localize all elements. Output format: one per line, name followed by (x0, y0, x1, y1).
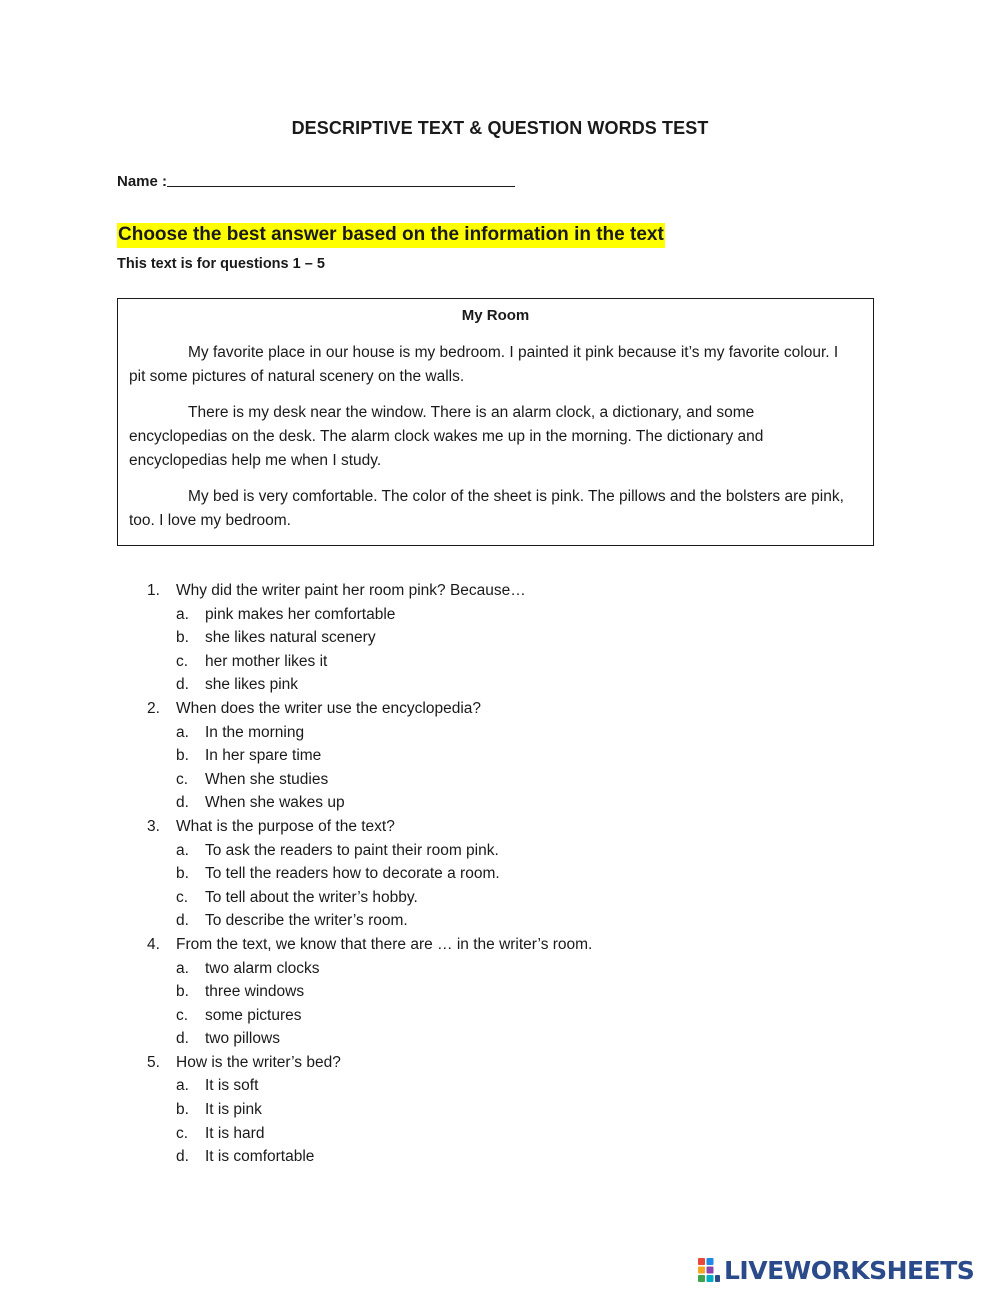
answer-option[interactable] (147, 957, 847, 981)
question-row (147, 697, 847, 721)
answer-option[interactable] (147, 1122, 847, 1146)
liveworksheets-logo-icon (697, 1257, 721, 1283)
question-2 (147, 697, 847, 815)
answer-option[interactable] (147, 603, 847, 627)
option-letter: a. (176, 723, 189, 741)
answer-option[interactable] (147, 1098, 847, 1122)
option-letter: c. (176, 652, 189, 670)
question-number: 5. (147, 1053, 160, 1071)
option-letter: a. (176, 959, 189, 977)
option-text: To describe the writer’s room. (205, 912, 408, 930)
option-text: To tell the readers how to decorate a room. (205, 865, 500, 883)
option-text: some pictures (205, 1006, 302, 1024)
option-text: When she wakes up (205, 794, 345, 812)
option-text: two pillows (205, 1030, 280, 1048)
option-letter: d. (176, 1030, 189, 1048)
answer-option[interactable] (147, 1004, 847, 1028)
answer-option[interactable] (147, 886, 847, 910)
reading-paragraph: My favorite place in our house is my bedroom. I painted it pink because it’s my favorite colour. I pit some pictures of natural scenery on the walls. (129, 344, 839, 385)
option-letter: b. (176, 629, 189, 647)
question-row (147, 933, 847, 957)
option-letter: c. (176, 1124, 189, 1142)
question-number: 3. (147, 817, 160, 835)
answer-option[interactable] (147, 862, 847, 886)
option-text: she likes pink (205, 676, 299, 694)
option-text: her mother likes it (205, 652, 328, 670)
question-text: What is the purpose of the text? (176, 817, 395, 835)
option-letter: b. (176, 865, 189, 883)
question-list (147, 579, 847, 1169)
answer-option[interactable] (147, 1145, 847, 1169)
option-text: three windows (205, 983, 305, 1001)
question-1 (147, 579, 847, 697)
option-text: pink makes her comfortable (205, 605, 396, 623)
question-4 (147, 933, 847, 1051)
question-number: 1. (147, 582, 160, 599)
option-letter: d. (176, 912, 189, 930)
option-text: It is soft (205, 1077, 259, 1095)
option-letter: a. (176, 605, 189, 623)
option-letter: c. (176, 1006, 189, 1024)
option-letter: c. (176, 888, 189, 906)
question-number: 4. (147, 935, 160, 953)
main-instruction: Choose the best answer based on the information in the text (117, 223, 665, 248)
question-3 (147, 815, 847, 933)
reading-text-box (117, 298, 874, 546)
question-text: From the text, we know that there are … in the writer’s room. (176, 935, 593, 953)
option-text: It is hard (205, 1124, 265, 1142)
question-5 (147, 1051, 847, 1169)
answer-option[interactable] (147, 744, 847, 768)
name-field[interactable] (117, 172, 515, 190)
answer-option[interactable] (147, 980, 847, 1004)
option-letter: c. (176, 770, 189, 788)
liveworksheets-logo (697, 1254, 997, 1286)
option-text: To ask the readers to paint their room pink. (205, 841, 499, 859)
question-text: Why did the writer paint her room pink? Because… (176, 582, 526, 599)
answer-option[interactable] (147, 768, 847, 792)
question-row (147, 1051, 847, 1075)
answer-option[interactable] (147, 626, 847, 650)
option-letter: b. (176, 1101, 189, 1119)
name-label: Name : (117, 173, 168, 190)
question-row (147, 815, 847, 839)
option-text: In her spare time (205, 747, 322, 765)
page-title: DESCRIPTIVE TEXT & QUESTION WORDS TEST (291, 118, 709, 138)
option-text: To tell about the writer’s hobby. (205, 888, 418, 906)
option-text: When she studies (205, 770, 329, 788)
reading-paragraph: My bed is very comfortable. The color of the sheet is pink. The pillows and the bolsters are pink, too. I love my bedroom. (129, 488, 844, 529)
reading-paragraph: There is my desk near the window. There is an alarm clock, a dictionary, and some encyclopedias on the desk. The alarm clock wakes me up in the morning. The dictionary and encyclopedias help me when I study. (129, 404, 764, 469)
option-letter: d. (176, 676, 189, 694)
answer-option[interactable] (147, 909, 847, 933)
option-text: It is pink (205, 1101, 262, 1119)
option-letter: d. (176, 794, 189, 812)
name-blank-line[interactable] (167, 172, 515, 187)
answer-option[interactable] (147, 721, 847, 745)
question-number: 2. (147, 699, 160, 717)
option-text: two alarm clocks (205, 959, 320, 977)
answer-option[interactable] (147, 673, 847, 697)
answer-option[interactable] (147, 650, 847, 674)
option-letter: a. (176, 1077, 189, 1095)
answer-option[interactable] (147, 791, 847, 815)
option-text: It is comfortable (205, 1148, 315, 1166)
answer-option[interactable] (147, 1074, 847, 1098)
answer-option[interactable] (147, 839, 847, 863)
question-text: How is the writer’s bed? (176, 1053, 341, 1071)
sub-instruction: This text is for questions 1 – 5 (117, 256, 325, 272)
option-letter: d. (176, 1148, 189, 1166)
option-text: In the morning (205, 723, 305, 741)
liveworksheets-logo-text: LIVEWORKSHEETS (724, 1255, 975, 1285)
option-text: she likes natural scenery (205, 629, 376, 647)
question-text: When does the writer use the encyclopedia? (176, 699, 482, 717)
option-letter: b. (176, 747, 189, 765)
question-row (147, 579, 847, 603)
reading-title: My Room (461, 307, 530, 324)
option-letter: b. (176, 983, 189, 1001)
option-letter: a. (176, 841, 189, 859)
answer-option[interactable] (147, 1027, 847, 1051)
